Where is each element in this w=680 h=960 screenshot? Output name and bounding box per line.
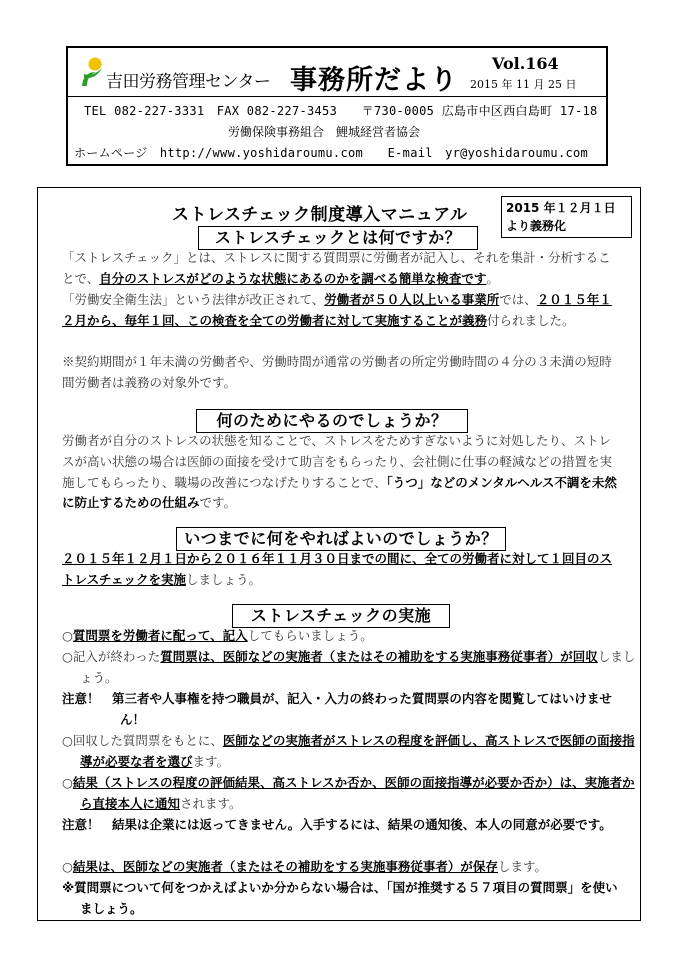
contact-info: TEL 082-227-3331 FAX 082-227-3453 〒730-0005 広島市中区西白島町 17-18 — [84, 104, 598, 118]
deadline-badge-line-1: 2015 年１２月１日 — [506, 201, 616, 215]
implementation-step-1: ○質問票を労働者に配って、記入してもらいましょう。 — [62, 628, 373, 643]
deadline-badge-line-2: より義務化 — [506, 219, 567, 233]
implementation-step-4: ○結果（ストレスの程度の評価結果、高ストレスか否か、医師の面接指導が必要か否か）は、実施者から直接本人に通知されます。 — [62, 775, 635, 811]
office-name: 吉田労務管理センター — [106, 72, 271, 92]
implementation-step-3: ○回収した質問票をもとに、医師などの実施者がストレスの程度を評価し、高ストレスで医師の面接指導が必要な者を選びます。 — [62, 733, 635, 769]
company-logo-icon — [80, 56, 104, 88]
implementation-step-5: ○結果は、医師などの実施者（またはその補助をする実施事務従事者）が保存します。 — [62, 859, 547, 874]
newsletter-title: 事務所だより — [290, 65, 458, 96]
section3-paragraph: ２０１５年１２月１日から２０１６年１１月３０日までの間に、全ての労働者に対して１回目のストレスチェックを実施しましょう。 — [62, 551, 613, 587]
web-contact: ホームページ http://www.yoshidaroumu.com E-mail yr@yoshidaroumu.com — [74, 146, 589, 160]
associations: 労働保険事務組合 鯉城経営者協会 — [228, 125, 421, 139]
caution-note-2: 注意！ 結果は企業には返ってきません。入手するには、結果の通知後、本人の同意が必要です。 — [62, 817, 612, 832]
issue-date: 2015 年 11 月 25 日 — [470, 78, 577, 91]
caution-note-1: 注意！ 第三者や人事権を持つ職員が、記入・入力の終わった質問票の内容を閲覧してはいけません！ — [62, 691, 612, 727]
section-heading-what-is: ストレスチェックとは何ですか？ — [198, 226, 478, 250]
section1-paragraph-2: 「労働安全衛生法」という法律が改正されて、労働者が５０人以上いる事業所では、２０１５年１２月から、毎年１回、この検査を全ての労働者に対して実施することが義務付られました。 — [62, 292, 612, 328]
deadline-badge — [501, 196, 632, 238]
section1-paragraph-1: 「ストレスチェック」とは、ストレスに関する質問票に労働者が記入し、それを集計・分析することで、自分のストレスがどのような状態にあるのかを調べる簡単な検査です。 — [62, 250, 611, 286]
volume-number: Vol.164 — [492, 54, 559, 73]
section-heading-implementation: ストレスチェックの実施 — [232, 604, 450, 628]
section-heading-by-when: いつまでに何をやればよいのでしょうか？ — [176, 527, 506, 551]
implementation-step-2: ○記入が終わった質問票は、医師などの実施者（またはその補助をする実施事務従事者）が回収しましょう。 — [62, 649, 636, 685]
header-divider — [68, 96, 606, 97]
article-title: ストレスチェック制度導入マニュアル — [172, 205, 468, 225]
recommendation-note: ※質問票について何をつかえばよいか分からない場合は、「国が推奨する５７項目の質問票」を使いましょう。 — [62, 880, 618, 916]
section1-note: ※契約期間が１年未満の労働者や、労働時間が通常の労働者の所定労働時間の４分の３未満の短時間労働者は義務の対象外です。 — [62, 354, 612, 390]
newsletter-header — [66, 46, 608, 166]
section-heading-why: 何のためにやるのでしょうか？ — [196, 409, 468, 433]
section2-paragraph: 労働者が自分のストレスの状態を知ることで、ストレスをためすぎないように対処したり、ストレスが高い状態の場合は医師の面接を受けて助言をもらったり、会社側に仕事の軽減などの措置を実施してもらったり、職場の改善につなげたりすることで、「うつ」などのメンタルヘルス不調を未然に防止するための仕組みです。 — [62, 433, 617, 511]
